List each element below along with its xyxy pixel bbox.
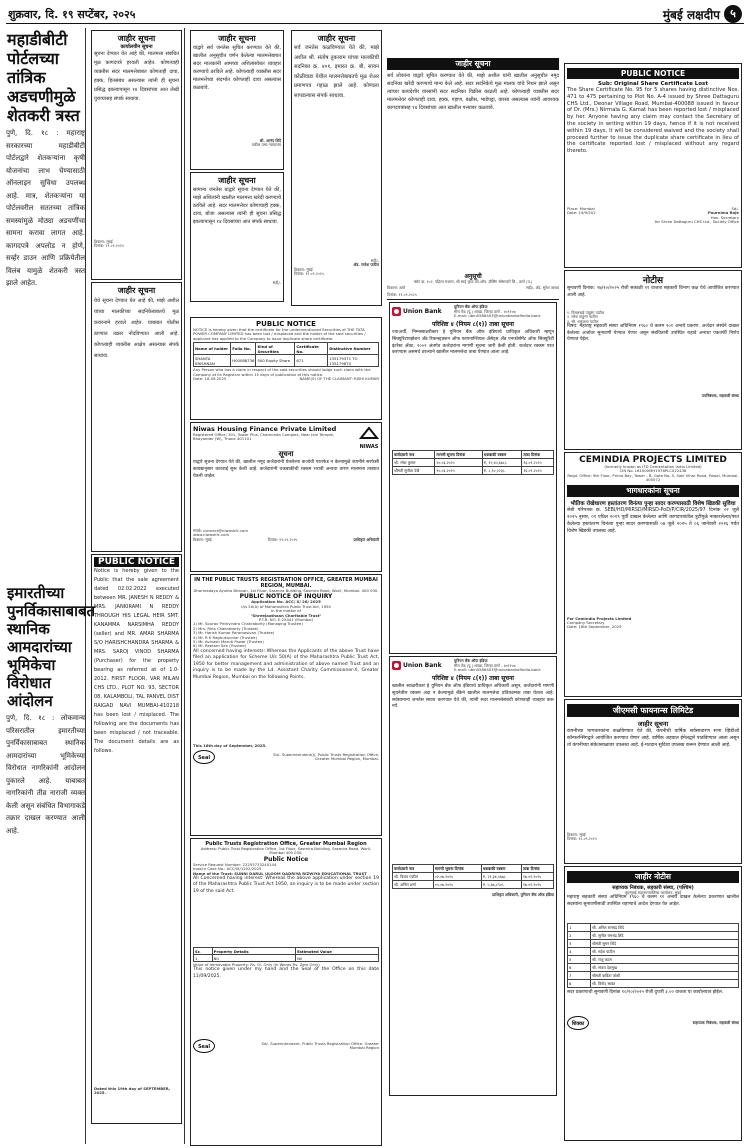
trust2-app: Service Request Number: 22255733240144 [193, 861, 277, 867]
list-item: 1) Mr. Sourav Prithvindra Chakraborty (Managing Trustee) [193, 621, 303, 627]
contact-email: संपर्क: connect@niwashfc.com [193, 528, 249, 533]
table-cell: 1 [194, 955, 213, 962]
table-cell: 8 [568, 980, 591, 988]
trust-address: Dharmadaya Ayukta Bhavan, 1st Floor, Sasmira Building, Sasmira Road, Worli, Mumbai- 400 030. [193, 588, 379, 593]
notice-box-5 [291, 30, 382, 306]
column-3 [188, 28, 286, 313]
notice-title: PUBLIC NOTICE [256, 320, 316, 328]
public-notice-body: Notice is hereby given to the Public that the sale agreement dated 02.02.2022 executed between MR. JANESH N REDDY & MRS. JANKIRAMI N REDDY THROUGH HIS LEGAL HEIR SMT. KANAMMA NARSIMHA REDDY (seller) and MR. AMAR SHARMA S/O HARISHCHANDRA SHARMA & MRS. SAROJ VINOD SHARMA (Purchaser) for the property bearing as referred at of 1.0-2012. FIRST FLOOR, VAR MILAN CHS LTD., PLOT NO. 93, SECTOR 08, KALAMBOLI, TAL PANVEL DIST RAIGAD NAVI MUMBAI-410218 has been lost / misplaced. The following are the documents has been misplaced / not traceable. The document details are as follows. [94, 568, 179, 754]
possession-table-1 [392, 450, 554, 475]
header-brand: मुंबई लक्षदीप [662, 8, 720, 22]
table-cell: 4 [568, 948, 591, 956]
signature: सही/- [272, 280, 281, 285]
notice-date: दिनांक: १९.०९.२०२५ [387, 291, 417, 297]
possession-table-2 [392, 864, 554, 889]
signatory: प्राधिकृत अधिकारी [353, 536, 379, 542]
list-item: 3) Mr. Harish Kumar Paramasivan (Trustee) [193, 630, 275, 636]
trust-reg-no: P.T.R. NO. E-25441 (Mumbai) [258, 617, 314, 623]
header-date: शुक्रवार, दि. १९ सप्टेंबर, २०२५ [8, 8, 136, 21]
table-header-cell: मागणी सूचना दिनांक [435, 451, 482, 459]
union-bank-brand: Union Bank [403, 662, 442, 670]
headline-1: महाडीबीटी पोर्टलच्या तांत्रिक अडचणीमुळे शेतकरी त्रस्त [7, 30, 80, 125]
list-item: २. रमेश पांडुरंग पाटील [567, 314, 598, 320]
table-cell: श्री. विनोद सावंत [590, 980, 738, 988]
seal: Seal [193, 1039, 215, 1053]
sd: Sd/- [731, 206, 739, 211]
list-item: 4) Mr. R K Raghukunniar (Trustee) [193, 634, 257, 640]
notice-place: ठिकाण: मुंबई [193, 536, 212, 542]
notice2-officer: सहाय्यक निबंधक, सहकारी संस्था [692, 1020, 739, 1026]
table-cell: रु. ८,९०,१२३/- [482, 467, 522, 475]
notice-footer: Any Person who has a claim in respect of the said securities should lodge such claim with the Company at its Registrar within 15 days of publication of this notice. [193, 367, 371, 377]
table-cell: श्रीमती सुनीता देवी [393, 467, 435, 475]
share-certificate-notice [564, 63, 742, 268]
column-2 [89, 28, 185, 1144]
trust-title: PUBLIC NOTICE OF INQUIRY [239, 593, 333, 601]
wide-notices [188, 315, 384, 1144]
table-row [568, 932, 739, 940]
claimant-name: NAME(S) OF THE CLAIMANT: RISHI KUMAR [299, 376, 379, 382]
table-cell: श्री. अनिल रामचंद्र शिंदे [590, 924, 738, 932]
trust-signatory: Sd/- Superintendent(J), Public Trusts Registration Office, Greater Mumbai Region, Mumbai. [273, 751, 379, 762]
possession-body: खालील स्वाक्षरीकार हे युनियन बँक ऑफ इंडियाचे प्राधिकृत अधिकारी असून, कर्जदारांनी मागणी सूचनेतील रक्कम अदा न केल्यामुळे बँकेने खालील मालमत्तेचा प्रतिकात्मक ताबा घेतला आहे. सर्वसामान्य जनतेस सावध करण्यात येते की, त्यांनी सदर मालमत्तेसंबंधी कोणताही व्यवहार करू नये. [392, 684, 554, 710]
seal: शिक्का [567, 1016, 589, 1030]
union-bank-notice-2 [389, 656, 557, 1096]
members-table [567, 923, 739, 988]
table-header-cell: ताबा दिनांक [522, 451, 554, 459]
notice-body: NOTICE is hereby given that the certificate for the undermentioned Securities of THE TATA POWER COMPANY LIMITED has been lost / misplaced and the holder of the said securities / applicant has applied to the Company to issue duplicate share certificate. [193, 327, 366, 341]
schedule-body: फ्लॅट क्र. १०२, पहिला मजला, श्री साई कृपा को-ऑप. हौसिंग सोसायटी लि., ठाणे (प.) [413, 279, 533, 284]
finance-title: जीएमसी फायनान्स लिमिटेड [567, 704, 739, 717]
public-notice-footer: Dated this 19th day of SEPTEMBER, 2025. [94, 1086, 171, 1096]
notice-body: सामान्य जनतेस याद्वारे सूचना देण्यात येते की, माझे अशिलांनी खालील मालमत्ता खरेदी करण्याचे ठरविले आहे. सदर मालमत्तेवर कोणाचाही हक्क, दावा, बोजा असल्यास त्यांनी ही सूचना प्रसिद्ध झाल्यापासून १४ दिवसांच्या आत संपर्क साधावा. [193, 187, 281, 225]
table-cell: श्रीमती कविता जोशी [590, 972, 738, 980]
trust2-footer: This notice given under my hand and the Seal of the Office on this date 11/09/2025. [193, 967, 379, 979]
finance-notice-title: जाहीर सूचना [637, 720, 669, 728]
table-row [568, 964, 739, 972]
table-header-cell: थकबाकी रक्कम [481, 865, 521, 873]
cemindia-name: CEMINDIA PROJECTS LIMITED [579, 455, 727, 465]
union-bank-logo [392, 661, 442, 670]
society-name: for Shree Dattaguru CHS Ltd., Society Office [654, 219, 739, 225]
trust2-inquiry: Inquiry Case No.: ACC/IX/1202/2025 [193, 866, 262, 872]
advocate-role: वकील उच्च न्यायालय [251, 142, 281, 148]
table-header-cell: मागणी सूचना दिनांक [433, 865, 481, 873]
union-bank-brand: Union Bank [403, 308, 442, 316]
bank-branch: मीरा रोड (पू.) शाखा, जिल्हा ठाणे - ४०११०७ [454, 308, 516, 314]
notice-place: ठिकाण: मुंबई [94, 239, 113, 244]
table-row [194, 343, 379, 355]
bank-name: युनियन बँक ऑफ इंडिया [454, 304, 488, 310]
column-1 [6, 28, 96, 1144]
table-row [393, 451, 554, 459]
union-bank-icon [392, 661, 401, 670]
table-cell: रु. १२,४५,६७८/- [482, 459, 522, 467]
notice-title: जाहीर सूचना [218, 176, 256, 185]
signatory: प्राधिकृत अधिकारी, युनियन बँक ऑफ इंडिया [492, 892, 554, 898]
page-header [6, 4, 744, 24]
table-header-cell: कर्जदाराचे नाव [393, 865, 434, 873]
website: www.niwashfc.com [193, 532, 230, 538]
table-cell: 3 [568, 940, 591, 948]
table-row [194, 355, 379, 367]
table-cell: 7 [568, 972, 591, 980]
table-header-cell: Property Details [212, 948, 295, 955]
bank-email: E-mail: ubin0566403@unionbankofindia.bank [454, 667, 541, 673]
niwas-logo-text: NIWAS [359, 444, 379, 450]
notice-title: जाहीर सूचना [117, 286, 156, 295]
trust-act: U/s 50(A) of Maharashtra Public Trust Act, 1950 [241, 603, 331, 609]
notice-date: दिनांक: १९.०९.२०२५ [267, 536, 298, 542]
cemindia-notice [564, 452, 742, 697]
table-header-cell: Certificate No. [295, 343, 328, 355]
securities-table [193, 342, 379, 367]
table-row [393, 459, 554, 467]
public-notice-body: The Share Certificate No. 95 for 5 shares having distinctive Nos. 471 to 475 pertaining to Plot No. A-4 issued by Shree Dattaguru CHS Ltd., Deonar Village Road, Mumbai-400088 issued in favour of Dr. (Mrs.) Nirmala G. Kamat has been reported lost / misplaced by her. Anyone having any claim may contact the Secretary of the society in writing within 19 days, hence if it is not received within 19 days, it will be considered waived and the society shall proceed further to issue the duplicate share certificate in lieu of the certificate reported lost / misplaced without any regard thereto. [567, 87, 739, 155]
notice-title: सूचना [278, 450, 294, 458]
cemindia-notice-title: भागधारकांना सूचना [567, 485, 739, 497]
cemindia-date: Date: 18th September, 2025 [567, 624, 622, 630]
column-5 [387, 28, 559, 1144]
table-cell: 1 [568, 924, 591, 932]
cemindia-address: Regd. Office: 9th Floor, Prima Bay, Tower - B, Gate No. 5, Saki Vihar Road, Powai, Mumbai-400072 [567, 472, 739, 483]
table-row [568, 940, 739, 948]
list-item: 2) Mrs. Rina Chakraborty (Trustee) [193, 625, 259, 631]
table-cell: १७.०९.२०२५ [521, 881, 553, 889]
table-cell: १६.०९.२०२५ [522, 459, 554, 467]
table-cell: 500 Equity Share [256, 355, 295, 367]
finance-body: कंपनीच्या भागधारकांना कळविण्यात येते की, कंपनीची वार्षिक सर्वसाधारण सभा व्हिडीओ कॉन्फरन्सिंगद्वारे आयोजित करण्यात येणार आहे. वार्षिक अहवाल ईमेलद्वारे पाठविण्यात आला असून तो कंपनीच्या संकेतस्थळावर उपलब्ध आहे. ई-मतदान सुविधा उपलब्ध करून देण्यात आली आहे. [567, 729, 739, 749]
hearing-notice [564, 270, 742, 450]
table-header-cell: Estimated Value [296, 948, 379, 955]
schedule-title: अनुसूची [464, 273, 482, 280]
table-cell: H00088736 [231, 355, 256, 367]
trust2-body: All Concerned having interest: Whereas the above application under section 19 of the Maharashtra Public Trust Act 1950, an inquiry is to be made under section 19 of the said Act. [193, 876, 379, 894]
trust-members-list [193, 622, 379, 648]
finance-notice [564, 699, 742, 864]
advocate-name: श्री. आनंद शिंदे [259, 138, 281, 143]
table-cell: १६.०९.२०२५ [522, 467, 554, 475]
table-header-cell: ताबा दिनांक [521, 865, 553, 873]
table-cell: रु. ५,६७,८९०/- [481, 881, 521, 889]
notice-date: दिनांक: १९.०९.२०२५ [294, 271, 324, 277]
niwas-logo-icon [359, 426, 379, 440]
notice2-body: महाराष्ट्र सहकारी संस्था अधिनियम १९६० चे कलम ९१ अन्वये दाखल केलेल्या प्रकरणात खालील सदस्यांना सुनावणीसाठी उपस्थित राहण्याचे आदेश देण्यात येत आहेत. [567, 895, 739, 907]
notice-subtitle: कार्यालयीन सूचना [120, 44, 153, 50]
table-cell: १७.०९.२०२५ [521, 873, 553, 881]
notice-body: सर्व लोकांना याद्वारे सूचित करण्यात येते की, माझे अशील यांनी खालील अनुसूचीत नमूद सदनिका खरेदी करण्याचे मान्य केले आहे. सदर सदनिकेचे मूळ मालक यांचे निधन झाले असून त्यांच्या कायदेशीर वारसांनी सदर सदनिका विक्रीस काढली आहे. कोणत्याही व्यक्तीस सदर मालमत्तेवर कोणताही दावा, हक्क, गहाण, बक्षीस, भाडेपट्टा, वारसा असल्यास त्यांनी आवश्यक कागदपत्रांसह १४ दिवसांच्या आत खालील पत्त्यावर कळवावे. [387, 73, 559, 111]
headline-2: इमारतीच्या पुनर्विकासाबाबत स्थानिक आमदारांच्या भूमिकेचा विरोधात आंदोलन [7, 584, 96, 710]
notice-body: याद्वारे सूचना देण्यात येते की, खालील नमूद कर्जदारांनी घेतलेल्या कर्जाची परतफेड न केल्यामुळे कंपनीने सरफेसी कायद्यानुसार कारवाई सुरू केली आहे. कर्जदारांनी थकबाकीची रक्कम भरावी अन्यथा तारण मालमत्ता ताब्यात घेतली जाईल. [193, 460, 379, 479]
page-number: ५ [724, 5, 742, 23]
table-row [568, 956, 739, 964]
notice-place: Place: Mumbai [567, 206, 595, 211]
cooperative-notice [564, 866, 742, 1141]
niwas-address: Registered Office: 301, Tower Plus, Chamunda Complex, Near Jain Temple, Bhayander (W), Thane 401101 [193, 432, 335, 442]
trust-heading: IN THE PUBLIC TRUSTS REGISTRATION OFFICE, GREATER MUMBAI REGION, MUMBAI. [194, 577, 378, 589]
table-cell: 2 [568, 932, 591, 940]
table-header-cell: कर्जदाराचे नाव [393, 451, 435, 459]
notice-title: जाहीर सूचना [317, 34, 356, 43]
table-cell: रु. २१,३४,५६७/- [481, 873, 521, 881]
cemindia-notice-sub: भौतिक रोखेधारण हस्तांतरण विनंत्या पुन्हा सादर करण्यासाठी विशेष खिडकी सुविधा [570, 500, 736, 507]
union-bank-logo [392, 307, 442, 316]
trust2-address: Address: Public Trust Registration Office, 1st Floor, Sasmira Building, Sasmira Road, Worli, Mumbai 400 030. [200, 846, 372, 856]
notice-title: जाहीर सूचना [387, 58, 559, 70]
signature: सही/- [370, 258, 379, 263]
trust-inquiry-notice [190, 574, 382, 836]
table-cell: श्री. सुनील रामचंद्र शिंदे [590, 932, 738, 940]
cemindia-sign: For Cemindia Projects Limited [567, 615, 632, 621]
story-2: पुणे, दि. १८ : लोकमान्य परिसरातील इमारतीच्या पुनर्विकासाबाबत स्थानिक आमदारांच्या भूमिकेच्या विरोधात नागरिकांनी आंदोलन पुकारले आहे. याबाबत नागरिकांनी तीव्र नाराजी व्यक्त केली असून संबंधित विभागाकडे तक्रार दाखल करण्यात आली आहे. [6, 714, 85, 835]
public-notice-title: PUBLIC NOTICE [94, 557, 179, 567]
story-1: पुणे, दि. १८ : महाराष्ट्र सरकारच्या महाडीबीटी पोर्टलद्वारे शेतकऱ्यांना कृषी योजनांचा लाभ घेण्यासाठी ऑनलाइन सुविधा उपलब्ध आहे. मात्र, शेतकऱ्यांना या पोर्टलवरील सततच्या तांत्रिक समस्यांमुळे मोठ्या अडचणींचा सामना करावा लागत आहे. कागदपत्रे अपलोड न होणे, सर्व्हर डाउन आणि प्रक्रियेतील विलंब यामुळे शेतकरी त्रस्त झाले आहेत. [6, 129, 85, 287]
parties-list [567, 311, 739, 324]
union-bank-notice-1 [389, 302, 557, 654]
niwas-logo [359, 425, 379, 450]
column-6 [562, 28, 744, 1144]
table-cell: 5 [568, 956, 591, 964]
notice-title: जाहीर सूचना [218, 34, 256, 43]
table-cell: १५.०६.२०२५ [435, 467, 482, 475]
notice2-footer: सदर प्रकरणाची सुनावणी दिनांक १०/१०/२०२५ रोजी दुपारी ३.०० वाजता या कार्यालयात होईल. [567, 990, 724, 996]
notice-title: नोटीस [642, 276, 664, 286]
property-table [193, 947, 379, 962]
cemindia-body: सेबी परिपत्रक क्र. SEBI/HO/MIRSD/MIRSD-PoD/P/CIR/2025/97 दिनांक ०२ जुलै २०२५ नुसार, ०१ एप्रिल २०१९ पूर्वी दाखल केलेल्या आणि कागदपत्रांतील त्रुटींमुळे नाकारलेल्या/परत केलेल्या हस्तांतरण विनंत्या पुन्हा सादर करण्यासाठी ०७ जुलै २०२५ ते ०६ जानेवारी २०२६ पर्यंत विशेष खिडकी उपलब्ध आहे. [567, 507, 739, 534]
advocate-name: ॲड. राजेश पाटील [353, 262, 379, 268]
trust2-signatory: Sd/- Superintendent, Public Trusts Registration Office, Greater Mumbai Region [261, 1041, 379, 1051]
public-notice-sub: Sub: Original Share Certificate Lost [598, 81, 708, 87]
bank-branch: मीरा रोड (पू.) शाखा, जिल्हा ठाणे - ४०११०७ [454, 662, 516, 668]
tata-power-notice [190, 317, 382, 420]
trust2-immovable: Value of Immovable Property: Rs. 0/- Only (In Words Rs. Zero Only) [193, 962, 320, 968]
public-notice-title: PUBLIC NOTICE [567, 68, 739, 79]
table-header-cell: थकबाकी रक्कम [482, 451, 522, 459]
table-cell: श्री. संजय देशमुख [590, 964, 738, 972]
table-row [568, 924, 739, 932]
table-cell: २०.०६.२०२५ [435, 459, 482, 467]
notice-box-1 [91, 30, 182, 280]
table-row [393, 865, 554, 873]
table-cell: 135179371 TO 135179870 [328, 355, 379, 367]
notice2-address: बृहन्मुंबई महानगरपालिका कार्यालय, मुंबई [624, 890, 682, 895]
table-row [194, 955, 379, 962]
notice-body: सर्व जनतेस कळविण्यात येते की, माझे अशील श्री. संतोष तुकाराम यांच्या मालकीची सदनिका क्र. ४०१, इमारत क्र. बी, सायन कोळीवाडा येथील मालमत्तेबाबतचे मूळ शेअर प्रमाणपत्र गहाळ झाले आहे. कोणाला सापडल्यास संपर्क साधावा. [294, 45, 379, 99]
table-row [568, 948, 739, 956]
notice-box-4 [190, 172, 284, 302]
possession-body: ज्याअर्थी, निम्नस्वाक्षरीकार हे युनियन बँक ऑफ इंडियाचे प्राधिकृत अधिकारी म्हणून सिक्युरिटायझेशन अँड रिकन्स्ट्रक्शन ऑफ फायनान्शियल ॲसेट्स अँड एनफोर्समेंट ऑफ सिक्युरिटी इंटरेस्ट ॲक्ट, २००२ अंतर्गत कर्जदारांना मागणी सूचना जारी केली होती. कर्जदार रक्कम परत करण्यास असमर्थ ठरल्याने खालील मालमत्तेचा ताबा घेण्यात आला आहे. [392, 330, 554, 356]
case-body: विषय: महाराष्ट्र सहकारी संस्था अधिनियम १९६० चे कलम १०१ अन्वये प्रकरण. अर्जदार संस्थेने दाखल केलेल्या अर्जावर सुनावणी घेण्यात येणार असून संबंधितांनी उपस्थित राहावे अन्यथा एकतर्फी निर्णय घेण्यात येईल. [567, 324, 739, 343]
table-row [568, 980, 739, 988]
table-cell: श्री. महेश पाटील [590, 948, 738, 956]
notice-title: जाहीर सूचना [117, 34, 156, 43]
niwas-notice [190, 422, 382, 572]
table-cell: श्री. रमेश कुमार [393, 459, 435, 467]
table-row [194, 948, 379, 955]
notice-box-3 [190, 30, 284, 170]
notice-box-2 [91, 282, 182, 552]
trust2-name: Name of the Trust: SUNNI DARUL ULOOM QADRIYA RIZWIYA EDUCATIONAL TRUST [193, 870, 367, 876]
table-header-cell: Distinctive Number [328, 343, 379, 355]
notice-body: याद्वारे सर्व जनतेस सूचित करण्यात येते की, खालील अनुसूचीत वर्णन केलेल्या मालमत्तेबाबत सदर मालकांनी आमच्या अशिलांसोबत व्यवहार करण्याचे ठरविले आहे. कोणत्याही व्यक्तीस सदर मालमत्तेच्या संदर्भात कोणताही दावा असल्यास कळवावे. [193, 45, 281, 91]
table-cell: Nil [296, 955, 379, 962]
bank-name: युनियन बँक ऑफ इंडिया [454, 658, 488, 664]
cemindia-cin: CIN No. L61000MH1978PLC022438 [619, 468, 687, 474]
signature: सही/- ॲड. सुरेश जाधव [526, 285, 559, 291]
trust-app: Application No. ACC/ X/ 26/ 2025 [251, 599, 321, 605]
table-row [393, 467, 554, 475]
notice2-title: जाहीर नोटीस [567, 871, 739, 883]
notice-body: सूचना देण्यात येत आहे की, मालमत्ता संबंधित मूळ कागदपत्रे हरवली आहेत. कोणत्याही व्यक्तीस सदर मालमत्तेबाबत कोणताही दावा, हक्क, हितसंबंध असल्यास त्यांनी ही सूचना प्रसिद्ध झाल्यापासून १४ दिवसांच्या आत लेखी पुराव्यासह संपर्क साधावा. [94, 51, 179, 102]
table-row [568, 972, 739, 980]
notice2-sub: सहाय्यक निबंधक, सहकारी संस्था, (पश्चिम) [612, 885, 694, 891]
table-cell: ०२.०७.२०२५ [433, 873, 481, 881]
table-header-cell: Kind of Securities [256, 343, 295, 355]
possession-title: परिशिष्ट ४ (नियम ८(१)) ताबा सूचना [432, 321, 514, 329]
notice-body: येथे सूचना देण्यात येत आहे की, माझे अशील यांच्या मालकीच्या सदनिकेबाबतचे मूळ करारनामे हरवले आहेत. याबाबत पोलीस ठाण्यात तक्रार नोंदविण्यात आली आहे. कोणत्याही व्यक्तीस आक्षेप असल्यास संपर्क साधावा. [94, 298, 179, 359]
finance-place: ठिकाण: मुंबई [567, 832, 586, 837]
trust-in-matter: In the matter of [271, 608, 301, 614]
trust2-title: Public Notice [263, 855, 309, 863]
public-notice-box [91, 554, 182, 1124]
trust2-heading: Public Trusts Registration Office, Greater Mumbai Region [205, 841, 367, 847]
table-header-cell: Name of holder [194, 343, 231, 355]
divider [387, 299, 559, 300]
list-item: ३. सौ. शकुंतला पाटील [567, 318, 599, 324]
table-cell: श्री. राजू कदम [590, 956, 738, 964]
notice-place: ठिकाण: ठाणे [387, 285, 406, 291]
table-row [393, 881, 554, 889]
cemindia-secretary: Company Secretary [567, 620, 605, 626]
list-item: 5) Mr. Avinash Maruti Pawar (Trustee) [193, 639, 264, 645]
bank-email: E-mail: ubin0566403@unionbankofindia.bank [454, 313, 541, 319]
table-cell: 6 [568, 964, 591, 972]
trust-date: This 18th day of September, 2025. [193, 742, 267, 748]
table-cell: श्री. अनिल शर्मा [393, 881, 434, 889]
finance-date: दिनांक: १८.०९.२०२५ [567, 836, 597, 842]
niwas-title: Niwas Housing Finance Private Limited [193, 425, 337, 433]
cemindia-sub: (formerly known as ITD Cementation India Limited) [604, 464, 702, 469]
list-item: 6) Mr. Reetam Sen (Trustee) [193, 643, 247, 649]
trust-name: "Shreejaathaan Charitable Trust" [250, 612, 322, 618]
list-item: १. विमलबाई पांडुरंग पाटील [567, 310, 605, 315]
table-header-cell: Sr. [194, 948, 213, 955]
possession-title: परिशिष्ट ४ (नियम ८(१)) ताबा सूचना [432, 675, 514, 683]
notice-date: दिनांक: १९.०९.२०२५ [94, 243, 124, 249]
table-cell: Nil [212, 955, 295, 962]
officer: उपनिबंधक, सहकारी संस्था [701, 393, 739, 399]
notice-date: Date: 19/9/202 [567, 210, 596, 216]
notice-body: सुनावणी दिनांक: २७/१०/२०२५ रोजी सकाळी ११ वाजता सहकारी विभाग कक्ष येथे आयोजित करण्यात आली आहे. [567, 286, 739, 298]
table-cell: श्री. विजय पाटील [393, 873, 434, 881]
table-cell: 671 [295, 355, 328, 367]
table-header-cell: Folio No. [231, 343, 256, 355]
trust-body: All concerned having interests: Whereas the Applicants of the above Trust have filed an application for Scheme U/s 50(A) of the Maharashtra Public Trust Act, 1950 for better management and administration of above named Trust and an inquiry is to be made by the Ld. Assistant Charity Commissioner-X, Greater Mumbai Region, Mumbai on the following Points. [193, 648, 379, 680]
signatory-role: Hon. Secretary [710, 214, 739, 220]
table-cell: SHANTA KRISHNAN [194, 355, 231, 367]
notice-date: Date: 18.09.2025 [193, 376, 227, 382]
signatory-name: Pournima Raje [707, 210, 739, 216]
table-row [393, 873, 554, 881]
table-cell: श्रीमती सुमन शिंदे [590, 940, 738, 948]
union-bank-icon [392, 307, 401, 316]
column-4 [289, 28, 384, 313]
trust-public-notice [190, 838, 382, 1146]
seal: Seal [193, 750, 215, 764]
table-cell: ०५.०७.२०२५ [433, 881, 481, 889]
notice-place: ठिकाण: मुंबई [294, 266, 313, 272]
